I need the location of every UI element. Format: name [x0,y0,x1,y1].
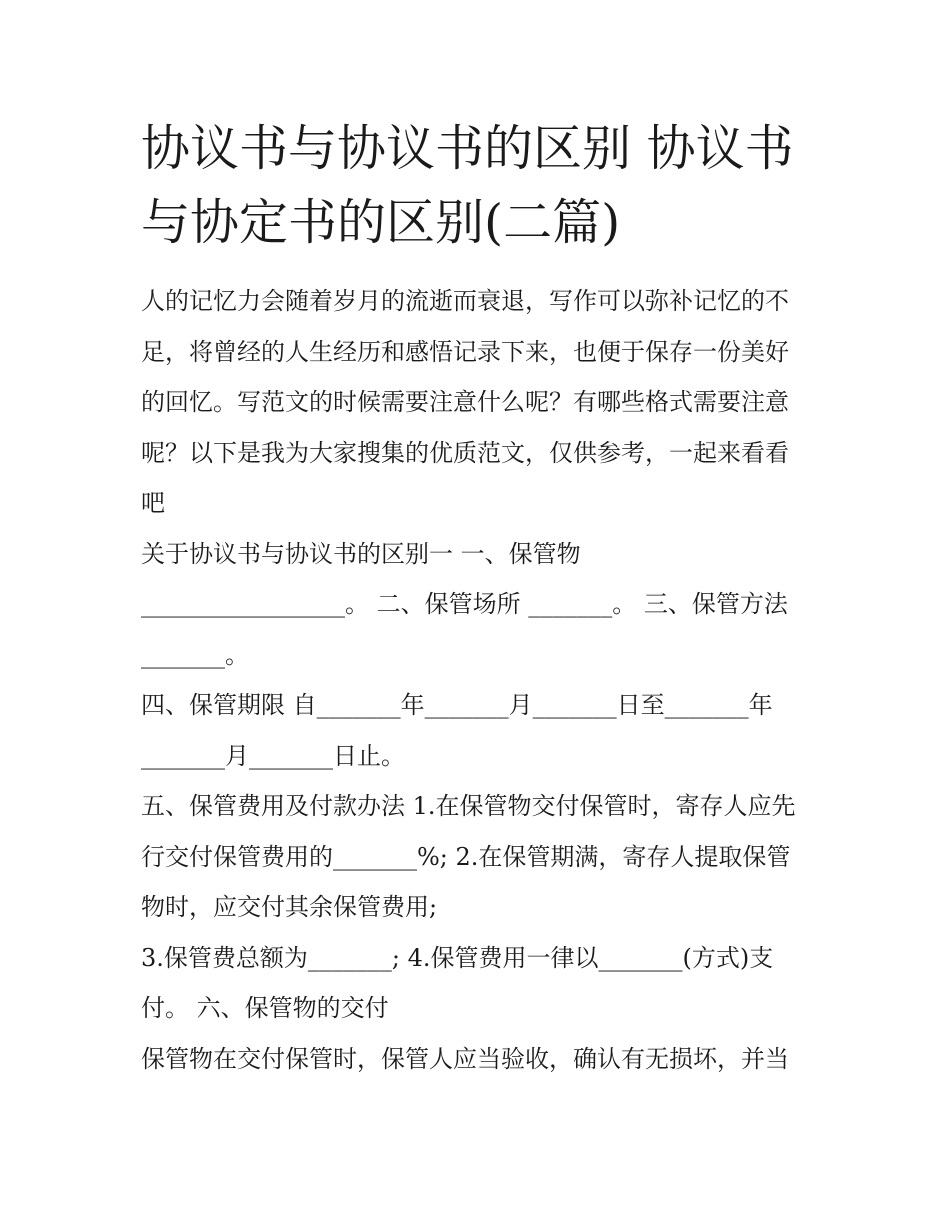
body-line: 3.保管费总额为_______; 4.保管费用一律以_______(方式)支 [141,943,774,972]
body-line: 五、保管费用及付款办法 1.在保管物交付保管时，寄存人应先 [141,792,796,820]
body-line: 的回忆。写范文的时候需要注意什么呢？有哪些格式需要注意 [141,388,789,416]
title-line-1: 协议书与协议书的区别 协议书 [141,120,794,177]
body-line: _________________。 二、保管场所 _______。 三、保管方法 [141,590,788,618]
body-line: _______月_______日止。 [141,741,405,770]
document-title [141,112,821,260]
body-line: 吧 [141,489,165,517]
body-line: 呢？以下是我为大家搜集的优质范文，仅供参考，一起来看看 [141,438,789,467]
section-heading-line: 关于协议书与协议书的区别一 一、保管物 [141,539,581,568]
body-line: 保管物在交付保管时，保管人应当验收，确认有无损坏，并当 [141,1044,789,1073]
document-page [141,112,821,1084]
body-line: 人的记忆力会随着岁月的流逝而衰退，写作可以弥补记忆的不 [141,287,789,315]
body-line: 足，将曾经的人生经历和感悟记录下来，也便于保存一份美好 [141,337,789,366]
body-line: 行交付保管费用的_______%; 2.在保管期满，寄存人提取保管 [141,842,791,871]
title-line-2: 与协定书的区别(二篇) [141,194,621,251]
document-body [141,276,821,1084]
body-line: 付。 六、保管物的交付 [141,994,389,1022]
body-line: 四、保管期限 自_______年_______月_______日至_______年 [141,691,773,719]
body-line: 物时，应交付其余保管费用; [141,893,438,921]
body-line: _______。 [141,640,249,669]
